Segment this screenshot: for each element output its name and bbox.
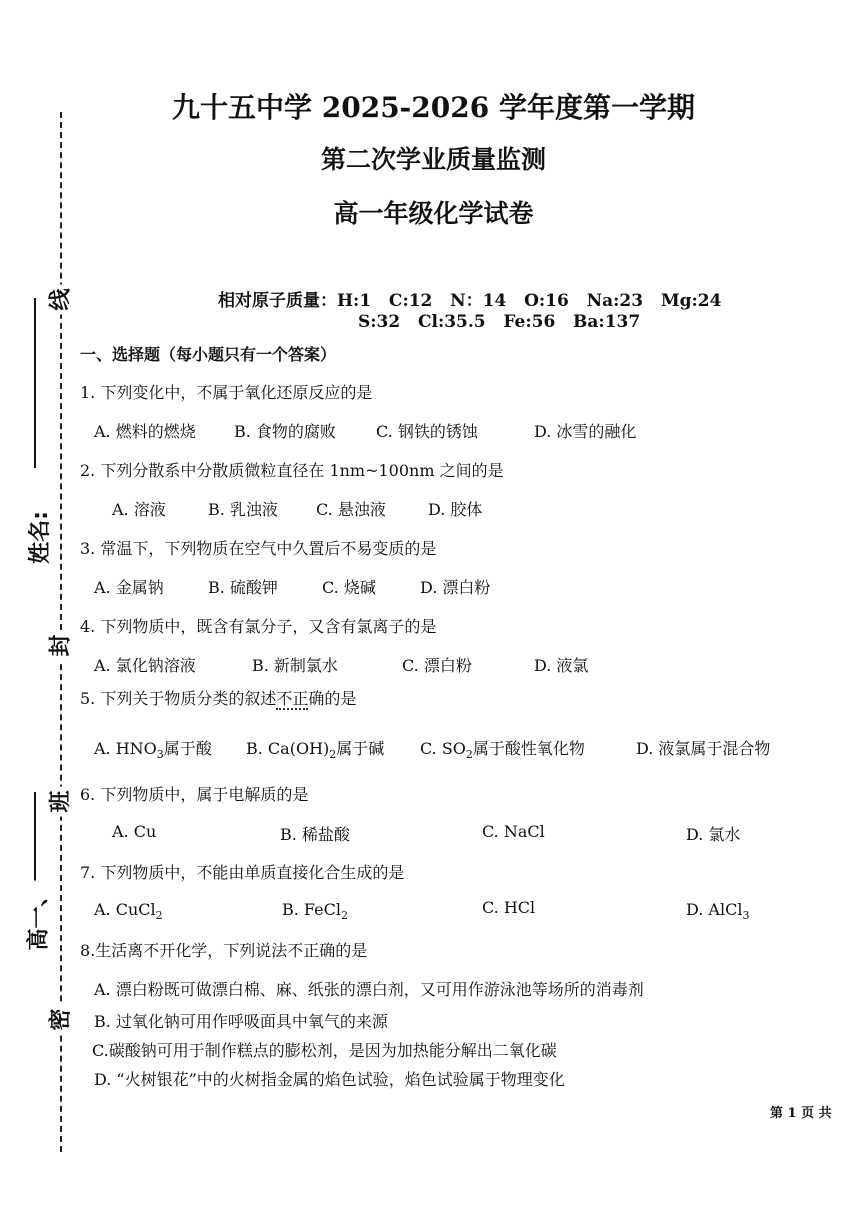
section-title: 一、选择题（每小题只有一个答案） bbox=[80, 345, 337, 364]
q5-option-c: C. $SO_2$属于酸性氧化物 bbox=[420, 739, 585, 762]
question-6-stem: 6. 下列物质中，属于电解质的是 bbox=[80, 785, 309, 804]
page-number: 第 1 页 共 bbox=[770, 1106, 832, 1121]
question-1-stem: 1. 下列变化中，不属于氧化还原反应的是 bbox=[80, 383, 373, 402]
q5-option-d: D. 液氯属于混合物 bbox=[636, 739, 771, 758]
q3-option-a: A. 金属钠 bbox=[94, 578, 164, 597]
q1-option-c: C. 钢铁的锈蚀 bbox=[376, 422, 478, 441]
q7-option-a: A. CuCl$_2$ bbox=[94, 900, 163, 923]
paper-title: 高一年级化学试卷 bbox=[333, 199, 534, 228]
q3-option-b: B. 硫酸钾 bbox=[208, 578, 278, 597]
margin-class-label: 班 bbox=[42, 786, 77, 816]
q6-option-a: A. Cu bbox=[112, 822, 157, 841]
q6-option-b: B. 稀盐酸 bbox=[280, 825, 350, 844]
q5-option-b: B. $Ca(OH)_2$属于碱 bbox=[246, 739, 385, 762]
q8-option-a: A. 漂白粉既可做漂白棉、麻、纸张的漂白剂，又可用作游泳池等场所的消毒剂 bbox=[94, 980, 644, 999]
q7-option-d: D. AlCl$_3$ bbox=[686, 900, 750, 923]
class-blank bbox=[34, 792, 36, 888]
q8-option-c: C.碳酸钠可用于制作糕点的膨松剂，是因为加热能分解出二氧化碳 bbox=[92, 1041, 557, 1060]
q1-option-a: A. 燃料的燃烧 bbox=[94, 422, 196, 441]
question-5-stem: 5. 下列关于物质分类的叙述不正确的是 bbox=[80, 689, 357, 708]
q6-option-d: D. 氯水 bbox=[686, 825, 741, 844]
q6-option-c: C. NaCl bbox=[482, 822, 545, 841]
q4-option-c: C. 漂白粉 bbox=[402, 656, 472, 675]
q2-option-b: B. 乳浊液 bbox=[208, 500, 278, 519]
q3-option-c: C. 烧碱 bbox=[322, 578, 376, 597]
exam-title: 第二次学业质量监测 bbox=[320, 145, 546, 174]
q1-option-d: D. 冰雪的融化 bbox=[534, 422, 637, 441]
emphasized-not: 不正 bbox=[276, 689, 309, 708]
atomic-masses-line2: S:32 Cl:35.5 Fe:56 Ba:137 bbox=[358, 312, 641, 332]
q8-option-b: B. 过氧化钠可用作呼吸面具中氧气的来源 bbox=[94, 1012, 388, 1031]
q2-option-c: C. 悬浊液 bbox=[316, 500, 386, 519]
q7-option-c: C. HCl bbox=[482, 898, 536, 917]
margin-seal-char: 封 bbox=[42, 630, 77, 660]
q4-option-d: D. 液氯 bbox=[534, 656, 589, 675]
q2-option-d: D. 胶体 bbox=[428, 500, 483, 519]
q8-option-d: D. “火树银花”中的火树指金属的焰色试验，焰色试验属于物理变化 bbox=[94, 1070, 565, 1089]
q3-option-d: D. 漂白粉 bbox=[420, 578, 491, 597]
q7-option-b: B. FeCl$_2$ bbox=[282, 900, 348, 923]
question-7-stem: 7. 下列物质中，不能由单质直接化合生成的是 bbox=[80, 863, 405, 882]
margin-line-char: 线 bbox=[42, 284, 77, 314]
name-blank bbox=[34, 298, 36, 468]
margin-seal2-char: 密 bbox=[42, 1004, 77, 1034]
question-8-stem: 8.生活离不开化学，下列说法不正确的是 bbox=[80, 941, 368, 960]
q5-option-a: A. $HNO_3$属于酸 bbox=[94, 739, 212, 762]
question-4-stem: 4. 下列物质中，既含有氯分子，又含有氯离子的是 bbox=[80, 617, 437, 636]
atomic-masses-line1: 相对原子质量：H:1 C:12 N：14 O:16 Na:23 Mg:24 bbox=[218, 291, 722, 311]
margin-name-label: 姓名: bbox=[21, 507, 56, 568]
school-title: 九十五中学 2025-2026 学年度第一学期 bbox=[172, 91, 695, 124]
question-3-stem: 3. 常温下，下列物质在空气中久置后不易变质的是 bbox=[80, 539, 437, 558]
question-2-stem: 2. 下列分散系中分散质微粒直径在 1nm~100nm 之间的是 bbox=[80, 461, 504, 480]
q2-option-a: A. 溶液 bbox=[112, 500, 166, 519]
q4-option-a: A. 氯化钠溶液 bbox=[94, 656, 196, 675]
q1-option-b: B. 食物的腐败 bbox=[234, 422, 336, 441]
margin-grade-label: 高一、 bbox=[20, 880, 55, 954]
q4-option-b: B. 新制氯水 bbox=[252, 656, 338, 675]
